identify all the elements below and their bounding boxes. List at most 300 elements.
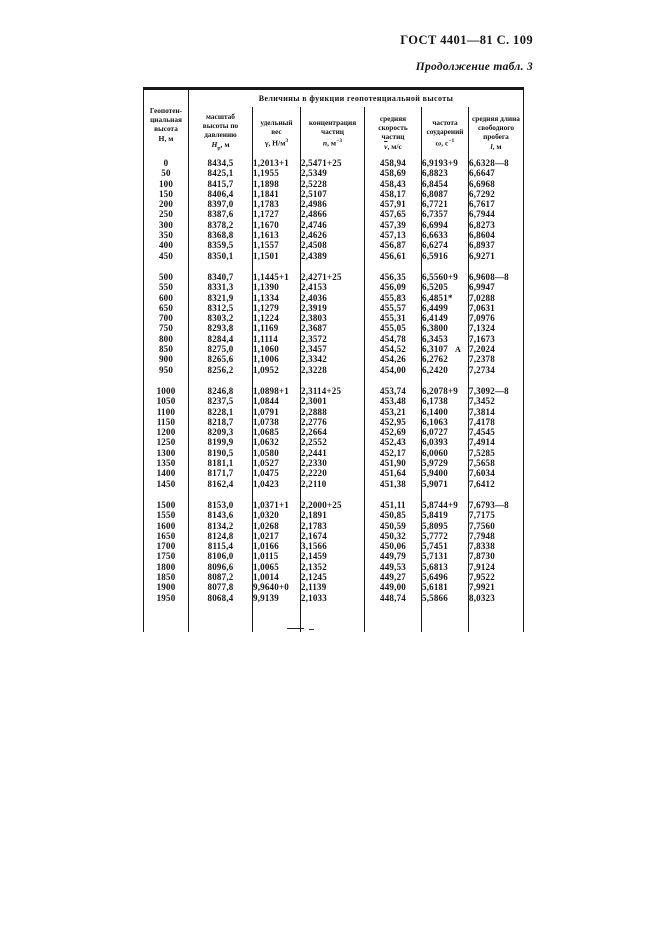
cell: 2,5107 — [301, 189, 365, 199]
spacer-cell — [422, 261, 469, 272]
table-row — [144, 448, 524, 458]
cell: 8275,0 — [189, 344, 253, 354]
cell: 2,4036 — [301, 293, 365, 303]
cell: 6,6968 — [469, 179, 524, 189]
cell: 458,17 — [365, 189, 422, 199]
cell: 2,1783 — [301, 521, 365, 531]
cell: 2,4626 — [301, 230, 365, 240]
cell: 1,1727 — [253, 209, 301, 219]
cell: 451,90 — [365, 458, 422, 468]
cell: 5,9071 — [422, 479, 469, 489]
spacer-cell — [365, 375, 422, 386]
cell: 453,74 — [365, 386, 422, 396]
column-label: Геопотен- циальная высота — [149, 105, 183, 133]
cell: 8115,4 — [189, 541, 253, 551]
cell: 8303,2 — [189, 313, 253, 323]
cell: 6,7292 — [469, 189, 524, 199]
column-label: концентрация частиц — [308, 117, 357, 136]
cell: 7,7948 — [469, 531, 524, 541]
cell: 9,9640+0 — [253, 582, 301, 592]
cell: 100 — [144, 179, 189, 189]
table-body — [144, 158, 524, 632]
cell: 453,21 — [365, 407, 422, 417]
cell: 1,1114 — [253, 334, 301, 344]
cell: 450,59 — [365, 521, 422, 531]
cell: 750 — [144, 323, 189, 333]
cell: 1900 — [144, 582, 189, 592]
cell: 6,7944 — [469, 209, 524, 219]
cell: 1,1224 — [253, 313, 301, 323]
cell: 1,1334 — [253, 293, 301, 303]
cell: 8077,8 — [189, 582, 253, 592]
block-spacer-row — [144, 261, 524, 272]
cell: 2,1459 — [301, 551, 365, 561]
cell: 7,4178 — [469, 417, 524, 427]
table-row — [144, 541, 524, 551]
cell: 300 — [144, 220, 189, 230]
cell: 458,69 — [365, 168, 422, 178]
table-row — [144, 230, 524, 240]
cell: 6,8937 — [469, 240, 524, 250]
cell: 7,0631 — [469, 303, 524, 313]
spacer-cell — [422, 375, 469, 386]
cell: 50 — [144, 168, 189, 178]
column-symbol: $\overline{v}$, м/с — [384, 142, 402, 151]
cell: 1,1501 — [253, 251, 301, 261]
cell: 8321,9 — [189, 293, 253, 303]
cell: 7,6412 — [469, 479, 524, 489]
cell: 6,7721 — [422, 199, 469, 209]
cell: 8087,2 — [189, 572, 253, 582]
column-symbol: l, м — [490, 142, 502, 151]
cell: 2,1245 — [301, 572, 365, 582]
cell: 8143,6 — [189, 510, 253, 520]
cell: 1,1783 — [253, 199, 301, 209]
group-header: Величины в функции геопотенциальной высоты — [189, 89, 524, 108]
column-symbol: $H_р$, м — [211, 139, 230, 152]
column-label: масштаб высоты по давлению — [202, 111, 239, 139]
cell: 5,5866 — [422, 593, 469, 603]
cell: 2,3919 — [301, 303, 365, 313]
group-header-row — [144, 89, 524, 108]
cell: 1,0014 — [253, 572, 301, 582]
cell: 1,0320 — [253, 510, 301, 520]
cell: 2,4866 — [301, 209, 365, 219]
cell: 1,0738 — [253, 417, 301, 427]
cell: 457,65 — [365, 209, 422, 219]
cell: 1,0844 — [253, 396, 301, 406]
cell: 5,8095 — [422, 521, 469, 531]
table-row — [144, 417, 524, 427]
cell: 7,2024 — [469, 344, 524, 354]
table-row — [144, 220, 524, 230]
cell: 8106,0 — [189, 551, 253, 561]
cell: 1,0898+1 — [253, 386, 301, 396]
spacer-cell — [144, 375, 189, 386]
table-row — [144, 500, 524, 510]
cell: 5,7772 — [422, 531, 469, 541]
cell: 1,0115 — [253, 551, 301, 561]
spacer-cell — [301, 489, 365, 500]
cell: 454,00 — [365, 365, 422, 375]
cell: 6,7617 — [469, 199, 524, 209]
cell: 2,2664 — [301, 427, 365, 437]
cell: 6,2420 — [422, 365, 469, 375]
spacer-cell — [469, 261, 524, 272]
cell: 7,5658 — [469, 458, 524, 468]
table-row — [144, 562, 524, 572]
cell: 1,1006 — [253, 354, 301, 364]
cell: 6,9271 — [469, 251, 524, 261]
table-row — [144, 407, 524, 417]
cell: 8237,5 — [189, 396, 253, 406]
cell: 6,5916 — [422, 251, 469, 261]
cell: 449,27 — [365, 572, 422, 582]
cell: 7,2734 — [469, 365, 524, 375]
table-row — [144, 168, 524, 178]
cell: 0 — [144, 158, 189, 168]
cell: 8096,6 — [189, 562, 253, 572]
spacer-cell — [189, 261, 253, 272]
cell: 1100 — [144, 407, 189, 417]
cell: 5,9400 — [422, 468, 469, 478]
cell: 6,7357 — [422, 209, 469, 219]
cell: 2,2441 — [301, 448, 365, 458]
table-row — [144, 179, 524, 189]
cell: 2,4986 — [301, 199, 365, 209]
cell: 6,8604 — [469, 230, 524, 240]
cell: 8350,1 — [189, 251, 253, 261]
cell: 448,74 — [365, 593, 422, 603]
cell: 6,8823 — [422, 168, 469, 178]
cell: 6,4499 — [422, 303, 469, 313]
cell: 1000 — [144, 386, 189, 396]
scan-artifact-mark: А — [455, 345, 461, 354]
cell: 2,4271+25 — [301, 272, 365, 282]
cell: 2,1674 — [301, 531, 365, 541]
cell: 6,0393 — [422, 437, 469, 447]
cell: 5,7451 — [422, 541, 469, 551]
table-row — [144, 189, 524, 199]
cell: 8162,4 — [189, 479, 253, 489]
end-of-table-dash-small — [309, 629, 314, 630]
column-header-specific-weight — [253, 107, 301, 158]
cell: 1050 — [144, 396, 189, 406]
cell: 8415,7 — [189, 179, 253, 189]
cell: 2,3803 — [301, 313, 365, 323]
cell: 1300 — [144, 448, 189, 458]
cell: 7,0976 — [469, 313, 524, 323]
cell: 9,9139 — [253, 593, 301, 603]
cell: 6,1738 — [422, 396, 469, 406]
cell: 2,2000+25 — [301, 500, 365, 510]
sub-header-row — [144, 107, 524, 158]
cell: 6,6328—8 — [469, 158, 524, 168]
cell: 456,35 — [365, 272, 422, 282]
cell: 1150 — [144, 417, 189, 427]
cell: 6,0060 — [422, 448, 469, 458]
column-symbol: n, $м^{-3}$ — [322, 137, 343, 148]
cell: 1950 — [144, 593, 189, 603]
cell: 2,2552 — [301, 437, 365, 447]
cell: 800 — [144, 334, 189, 344]
cell: 350 — [144, 230, 189, 240]
cell: 8256,2 — [189, 365, 253, 375]
table-row — [144, 521, 524, 531]
spacer-cell — [422, 603, 469, 632]
cell: 1,1670 — [253, 220, 301, 230]
cell: 454,26 — [365, 354, 422, 364]
cell: 450,32 — [365, 531, 422, 541]
table-row — [144, 468, 524, 478]
cell: 451,38 — [365, 479, 422, 489]
cell: 1850 — [144, 572, 189, 582]
column-label: удельный вес — [260, 117, 293, 136]
cell: 550 — [144, 282, 189, 292]
column-label: средняя длина свободного пробега — [472, 114, 520, 141]
cell: 500 — [144, 272, 189, 282]
cell: 2,4153 — [301, 282, 365, 292]
cell: 6,3800 — [422, 323, 469, 333]
spacer-cell — [253, 375, 301, 386]
cell: 2,1352 — [301, 562, 365, 572]
cell: 700 — [144, 313, 189, 323]
table-row — [144, 303, 524, 313]
cell: 6,6994 — [422, 220, 469, 230]
cell: 458,94 — [365, 158, 422, 168]
cell: 600 — [144, 293, 189, 303]
table-row — [144, 354, 524, 364]
cell: 5,9729 — [422, 458, 469, 468]
cell: 950 — [144, 365, 189, 375]
cell: 8406,4 — [189, 189, 253, 199]
cell: 8397,0 — [189, 199, 253, 209]
cell: 1200 — [144, 427, 189, 437]
cell: 1,1613 — [253, 230, 301, 240]
table-row — [144, 199, 524, 209]
cell: 456,09 — [365, 282, 422, 292]
cell: 1,1898 — [253, 179, 301, 189]
spacer-cell — [469, 603, 524, 632]
cell: 2,3342 — [301, 354, 365, 364]
cell: 2,5349 — [301, 168, 365, 178]
cell: 6,5560+9 — [422, 272, 469, 282]
cell: 2,2110 — [301, 479, 365, 489]
spacer-cell — [253, 489, 301, 500]
block-spacer-row — [144, 375, 524, 386]
spacer-cell — [422, 489, 469, 500]
cell: 2,3001 — [301, 396, 365, 406]
spacer-cell — [469, 489, 524, 500]
cell: 6,8087 — [422, 189, 469, 199]
cell: 6,8273 — [469, 220, 524, 230]
cell: 1,0527 — [253, 458, 301, 468]
table-row — [144, 396, 524, 406]
cell: 7,7175 — [469, 510, 524, 520]
cell: 2,1139 — [301, 582, 365, 592]
cell: 6,9947 — [469, 282, 524, 292]
cell: 8340,7 — [189, 272, 253, 282]
cell: 8312,5 — [189, 303, 253, 313]
column-symbol: Н, м — [158, 133, 174, 143]
cell: 1,0580 — [253, 448, 301, 458]
cell: 1,0371+1 — [253, 500, 301, 510]
cell: 5,7131 — [422, 551, 469, 561]
cell: 1,1557 — [253, 240, 301, 250]
cell: 6,1400 — [422, 407, 469, 417]
cell: 7,9522 — [469, 572, 524, 582]
cell: 6,2078+9 — [422, 386, 469, 396]
cell: 1,1060 — [253, 344, 301, 354]
column-symbol: ω, $с^{-1}$ — [435, 137, 455, 148]
table-row — [144, 313, 524, 323]
column-header-mean-free-path — [469, 107, 524, 158]
cell: 7,0288 — [469, 293, 524, 303]
cell: 452,95 — [365, 417, 422, 427]
spacer-cell — [189, 375, 253, 386]
spacer-cell — [144, 489, 189, 500]
cell: 451,11 — [365, 500, 422, 510]
table-tail-row — [144, 603, 524, 632]
cell: 1250 — [144, 437, 189, 447]
cell: 8190,5 — [189, 448, 253, 458]
table-row — [144, 323, 524, 333]
cell: 452,43 — [365, 437, 422, 447]
cell: 2,4508 — [301, 240, 365, 250]
cell: 1400 — [144, 468, 189, 478]
cell: 458,43 — [365, 179, 422, 189]
cell: 454,52 — [365, 344, 422, 354]
cell: 6,1063 — [422, 417, 469, 427]
cell: 454,78 — [365, 334, 422, 344]
table-row — [144, 158, 524, 168]
cell: 449,00 — [365, 582, 422, 592]
cell: 7,1673 — [469, 334, 524, 344]
spacer-cell — [301, 261, 365, 272]
cell: 8218,7 — [189, 417, 253, 427]
cell: 1,0632 — [253, 437, 301, 447]
table-row — [144, 365, 524, 375]
cell: 1,1279 — [253, 303, 301, 313]
cell: 6,9193+9 — [422, 158, 469, 168]
cell: 455,83 — [365, 293, 422, 303]
atmosphere-data-table — [143, 87, 524, 632]
cell: 455,57 — [365, 303, 422, 313]
spacer-cell — [365, 489, 422, 500]
cell: 1,1169 — [253, 323, 301, 333]
cell: 2,3228 — [301, 365, 365, 375]
cell: 2,1033 — [301, 593, 365, 603]
cell: 8228,1 — [189, 407, 253, 417]
cell: 8068,4 — [189, 593, 253, 603]
cell: 6,3107 — [422, 344, 469, 354]
cell: 456,61 — [365, 251, 422, 261]
cell: 1,0791 — [253, 407, 301, 417]
block-spacer-row — [144, 489, 524, 500]
cell: 1,1390 — [253, 282, 301, 292]
spacer-cell — [469, 375, 524, 386]
cell: 8134,2 — [189, 521, 253, 531]
cell: 5,8419 — [422, 510, 469, 520]
cell: 1700 — [144, 541, 189, 551]
column-symbol: γ, $Н/м^3$ — [264, 137, 289, 148]
cell: 456,87 — [365, 240, 422, 250]
cell: 8265,6 — [189, 354, 253, 364]
cell: 1750 — [144, 551, 189, 561]
cell: 7,1324 — [469, 323, 524, 333]
column-header-mean-particle-speed — [365, 107, 422, 158]
cell: 6,4851* — [422, 293, 469, 303]
cell: 5,6813 — [422, 562, 469, 572]
cell: 451,64 — [365, 468, 422, 478]
spacer-cell — [365, 261, 422, 272]
cell: 450,85 — [365, 510, 422, 520]
table-row — [144, 272, 524, 282]
cell: 7,9124 — [469, 562, 524, 572]
cell: 8331,3 — [189, 282, 253, 292]
cell: 1,0423 — [253, 479, 301, 489]
cell: 2,3687 — [301, 323, 365, 333]
cell: 8124,8 — [189, 531, 253, 541]
cell: 2,3572 — [301, 334, 365, 344]
spacer-cell — [253, 261, 301, 272]
cell: 8181,1 — [189, 458, 253, 468]
cell: 2,4389 — [301, 251, 365, 261]
cell: 1,0217 — [253, 531, 301, 541]
cell: 452,17 — [365, 448, 422, 458]
column-label: частота соударений — [426, 117, 464, 136]
cell: 457,91 — [365, 199, 422, 209]
cell: 449,79 — [365, 551, 422, 561]
cell: 7,5285 — [469, 448, 524, 458]
cell: 7,4914 — [469, 437, 524, 447]
table-row — [144, 510, 524, 520]
cell: 8,0323 — [469, 593, 524, 603]
cell: 150 — [144, 189, 189, 199]
spacer-cell — [189, 489, 253, 500]
cell: 200 — [144, 199, 189, 209]
cell: 6,6633 — [422, 230, 469, 240]
table-row — [144, 531, 524, 541]
cell: 900 — [144, 354, 189, 364]
table-row — [144, 293, 524, 303]
cell: 8246,8 — [189, 386, 253, 396]
cell: 5,8744+9 — [422, 500, 469, 510]
cell: 7,2378 — [469, 354, 524, 364]
cell: 650 — [144, 303, 189, 313]
cell: 8284,4 — [189, 334, 253, 344]
cell: 8378,2 — [189, 220, 253, 230]
spacer-cell — [144, 261, 189, 272]
table-header — [144, 89, 524, 159]
cell: 6,2762 — [422, 354, 469, 364]
cell: 6,4149 — [422, 313, 469, 323]
cell: 1,1445+1 — [253, 272, 301, 282]
table-row — [144, 582, 524, 592]
cell: 5,6496 — [422, 572, 469, 582]
cell: 7,3452 — [469, 396, 524, 406]
spacer-cell — [301, 603, 365, 632]
cell: 1,2013+1 — [253, 158, 301, 168]
cell: 7,3814 — [469, 407, 524, 417]
cell: 7,6034 — [469, 468, 524, 478]
table-row — [144, 386, 524, 396]
cell: 1350 — [144, 458, 189, 468]
cell: 8387,6 — [189, 209, 253, 219]
cell: 2,3114+25 — [301, 386, 365, 396]
cell: 6,6274 — [422, 240, 469, 250]
cell: 8359,5 — [189, 240, 253, 250]
